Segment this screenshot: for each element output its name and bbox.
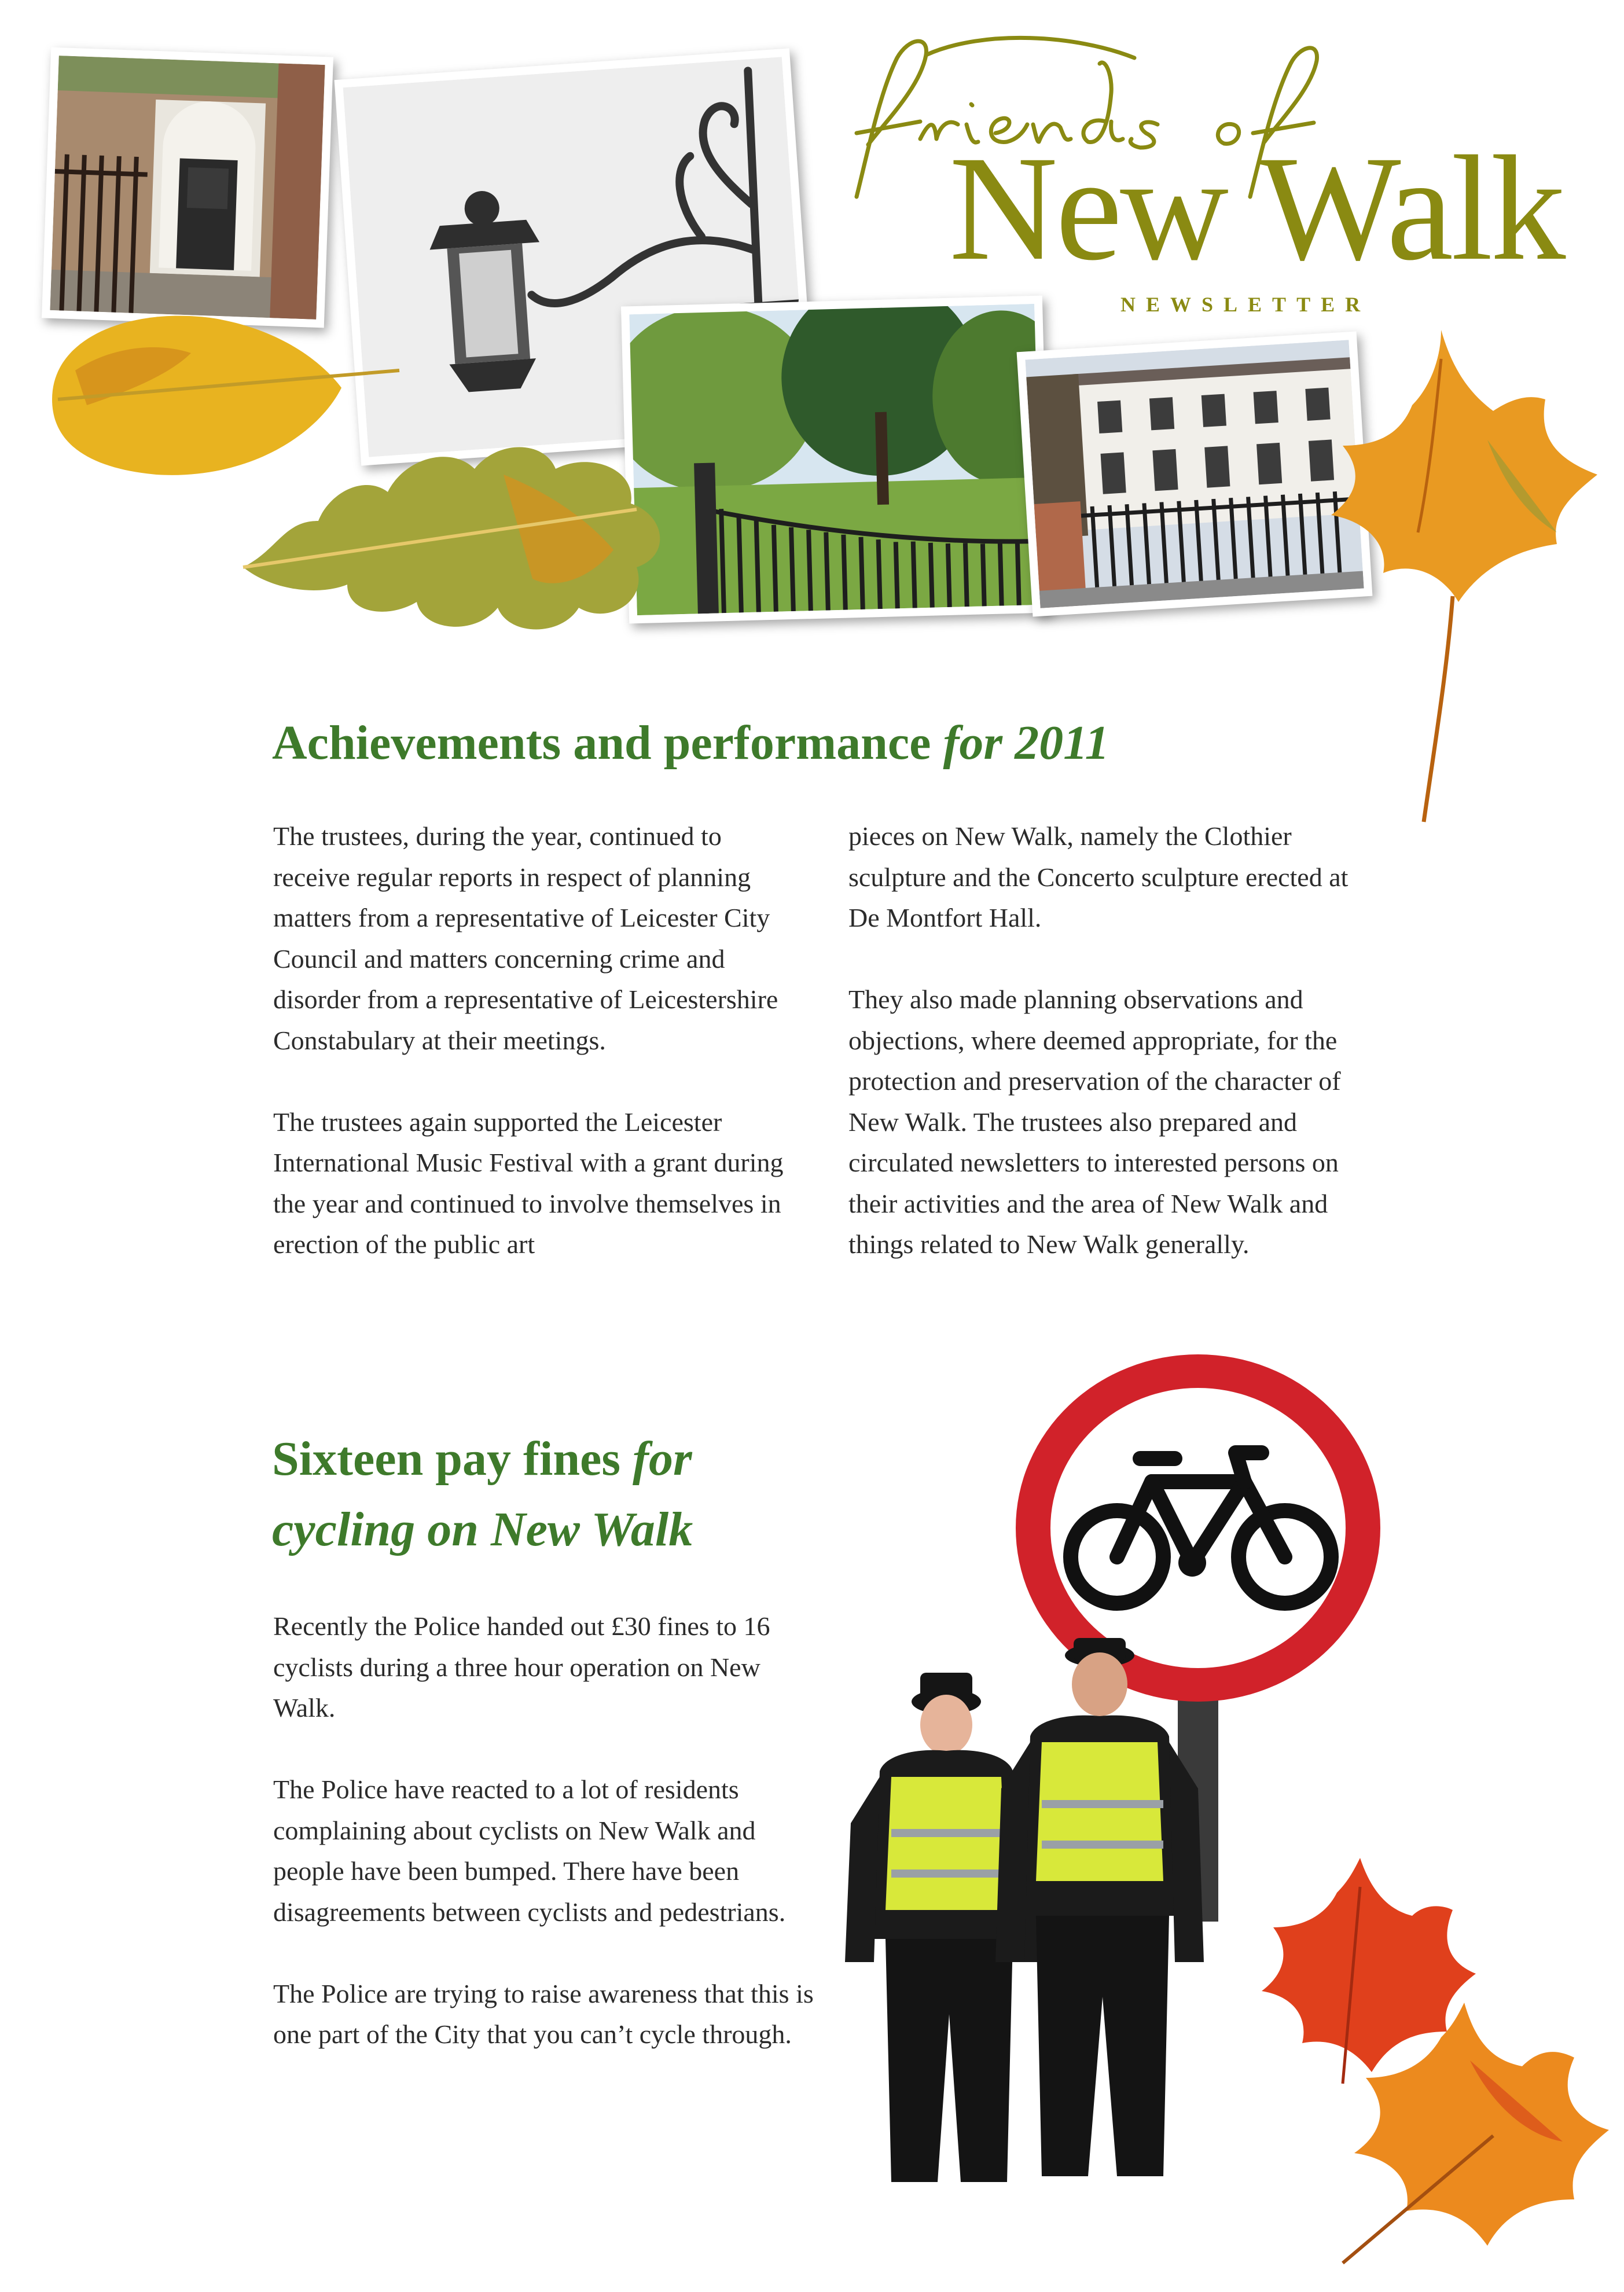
heading-achievements [272, 715, 1109, 771]
heading-cycling-fines [272, 1424, 793, 1565]
paragraph: The trustees, during the year, continued to receive regular reports in respect of planning matters from a representative of Leicester City Council and matters concerning crime and disorder from a representative of Leicestershire Constabulary at their meetings. [273, 821, 778, 1055]
paragraph: pieces on New Walk, namely the Clothier sculpture and the Concerto sculpture erected at De Montfort Hall. [848, 821, 1349, 932]
maple-leaf-icon [1296, 324, 1609, 833]
paragraph: They also made planning observations and objections, where deemed appropriate, for the protection and preservation of the character of New Walk. The trustees also prepared and circulated newsletters to interested persons on their activities and the area of New Walk and things related to New Walk generally. [848, 985, 1341, 1259]
masthead-subtitle: NEWSLETTER [1120, 293, 1371, 316]
paragraph: The Police have reacted to a lot of residents complaining about cyclists on New Walk and people have been bumped. There have been disagreements between cyclists and pedestrians. [273, 1775, 786, 1927]
paragraph: Recently the Police handed out £30 fines to 16 cyclists during a three hour operation on New Walk. [273, 1611, 770, 1722]
heading-achievements-main: Achievements and performance [272, 716, 943, 770]
oak-leaf-icon [232, 405, 683, 648]
achievements-column-2 [848, 816, 1381, 1306]
photo-georgian-doorway [42, 47, 333, 328]
heading-achievements-year: for 2011 [943, 716, 1109, 770]
police-officers-illustration [839, 1638, 1256, 2194]
masthead-title: New Walk [949, 125, 1564, 292]
fines-article-body [273, 1606, 823, 2096]
paragraph: The trustees again supported the Leicester International Music Festival with a grant during the year and continued to involve themselves in erection of the public art [273, 1107, 784, 1259]
heading-fines-italic-2: cycling on New Walk [272, 1503, 693, 1556]
heading-fines-main: Sixteen pay fines [272, 1432, 633, 1486]
orange-maple-leaf-icon [1320, 1991, 1621, 2280]
photo-new-walk-park [621, 296, 1050, 624]
heading-fines-italic-1: for [633, 1432, 692, 1486]
paragraph: The Police are trying to raise awareness that this is one part of the City that you can’t cycle through. [273, 1978, 814, 2049]
achievements-column-1 [273, 816, 794, 1306]
